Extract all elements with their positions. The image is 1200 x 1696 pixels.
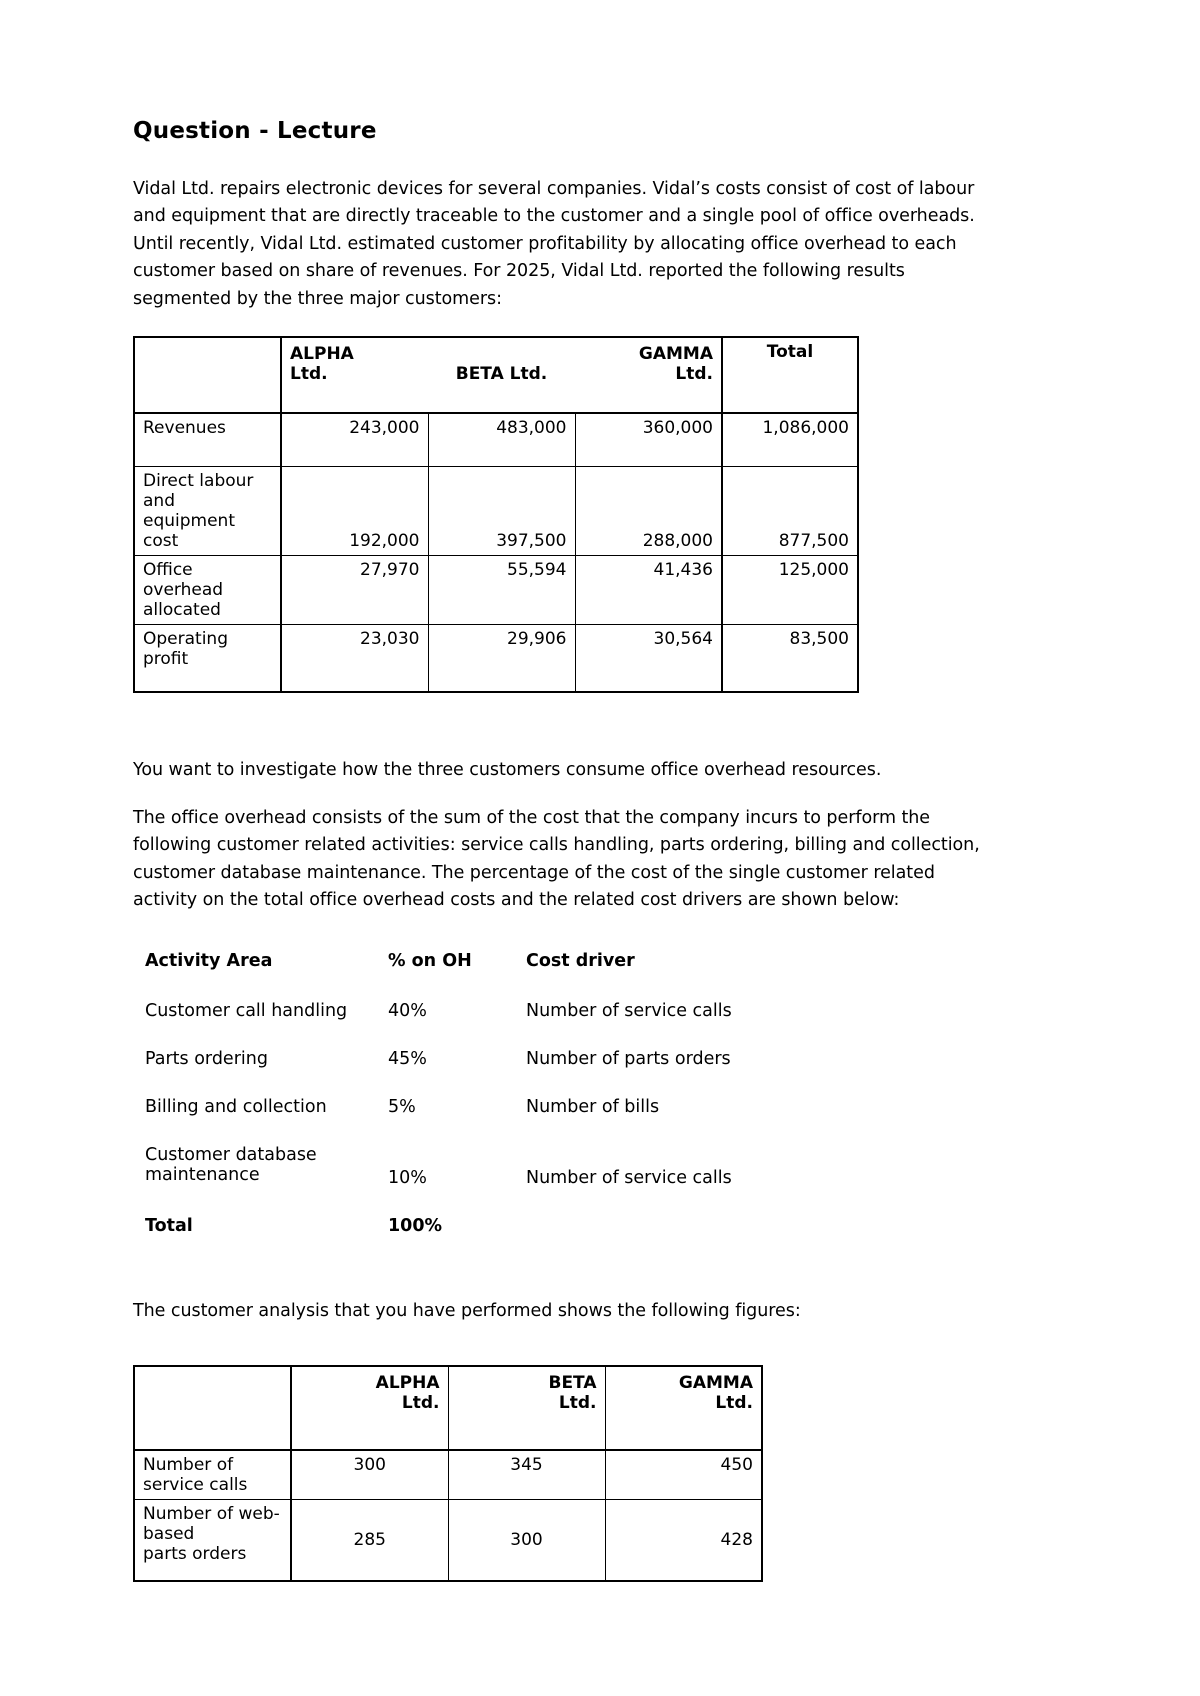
table-header-row: [134, 1366, 762, 1450]
cell-office-overhead-total: 125,000: [722, 556, 858, 625]
activity-name-database-maintenance-line2: maintenance: [145, 1164, 260, 1185]
activity-area-table: [145, 951, 856, 1236]
row-label-parts-orders-line1: Number of web-based: [143, 1504, 280, 1545]
header-alpha-cell: [291, 1366, 448, 1450]
row-label-parts-orders: [134, 1500, 291, 1582]
header-gamma-line1: GAMMA: [678, 1373, 753, 1394]
row-label-parts-orders-line2: parts orders: [143, 1544, 247, 1565]
header-activity-area: Activity Area: [145, 950, 273, 971]
row-label-service-calls: Number of service calls: [134, 1450, 291, 1500]
activity-driver-database-maintenance: Number of service calls: [526, 1167, 732, 1188]
cell-office-overhead-gamma: 41,436: [575, 556, 722, 625]
table-row: [134, 1450, 762, 1500]
row-label-direct-labour-line2: equipment cost: [143, 511, 235, 552]
row-label-direct-labour: [134, 467, 281, 556]
header-beta-line2: Ltd.: [558, 1393, 597, 1414]
table-row: [145, 1001, 856, 1049]
intro-paragraph: Vidal Ltd. repairs electronic devices for several companies. Vidal’s costs consist of cost of labour and equipment that are directly traceable to the customer and a single pool of office overheads. Until recently, Vidal Ltd. estimated customer profitability by allocating office overhead to each customer based on share of revenues. For 2025, Vidal Ltd. reported the following results segmented by the three major customers:: [133, 178, 975, 309]
cell-operating-profit-gamma: 30,564: [575, 625, 722, 693]
table-row: [145, 1097, 856, 1145]
activity-name-database-maintenance-line1: Customer database: [145, 1144, 317, 1165]
table-header-row: [134, 337, 858, 413]
row-label-operating-profit: Operating profit: [134, 625, 281, 693]
cell-service-calls-beta: 345: [448, 1450, 605, 1500]
cell-revenues-beta: 483,000: [428, 413, 575, 467]
activity-pct-database-maintenance: 10%: [388, 1167, 427, 1188]
cell-revenues-alpha: 243,000: [281, 413, 428, 467]
activity-driver-call-handling: Number of service calls: [526, 1000, 732, 1021]
paragraph-analysis: The customer analysis that you have performed shows the following figures:: [133, 1300, 801, 1321]
header-alpha-line2: Ltd.: [290, 364, 328, 385]
header-alpha-line1: ALPHA: [375, 1373, 440, 1394]
header-beta-line1: BETA: [548, 1373, 597, 1394]
activity-total-label: Total: [145, 1215, 193, 1236]
paragraph-overhead: The office overhead consists of the sum of the cost that the company incurs to perform the following customer related activities: service calls handling, parts ordering, billing and collection, customer database maintenance. The percentage of the cost of the single customer related activity on the total office overhead costs and the related cost drivers are shown below:: [133, 807, 980, 911]
page-title: Question - Lecture: [133, 118, 377, 144]
cell-office-overhead-beta: 55,594: [428, 556, 575, 625]
table-row: [134, 467, 858, 556]
cell-direct-labour-total: 877,500: [722, 467, 858, 556]
header-total-cell: Total: [722, 337, 858, 413]
activity-driver-billing-collection: Number of bills: [526, 1096, 660, 1117]
activity-name-billing-collection: Billing and collection: [145, 1096, 327, 1117]
cell-operating-profit-alpha: 23,030: [281, 625, 428, 693]
customer-headers-cell: [281, 337, 722, 413]
customer-analysis-table: [133, 1365, 763, 1582]
header-corner-cell: [134, 337, 281, 413]
activity-total-pct: 100%: [388, 1215, 443, 1236]
cell-direct-labour-beta: 397,500: [428, 467, 575, 556]
activity-pct-billing-collection: 5%: [388, 1096, 416, 1117]
row-label-office-overhead: Office overhead allocated: [134, 556, 281, 625]
cell-service-calls-alpha: 300: [291, 1450, 448, 1500]
header-beta-cell: [448, 1366, 605, 1450]
row-label-revenues: Revenues: [134, 413, 281, 467]
header-pct-on-oh: % on OH: [388, 950, 472, 971]
cell-parts-orders-beta: 300: [448, 1500, 605, 1582]
header-gamma-cell: [605, 1366, 762, 1450]
table-row: [134, 413, 858, 467]
header-gamma-line1: GAMMA: [638, 344, 713, 365]
cell-parts-orders-alpha: 285: [291, 1500, 448, 1582]
table-row: [134, 556, 858, 625]
header-alpha-line1: ALPHA: [290, 344, 354, 365]
table-row: [145, 1049, 856, 1097]
activity-pct-call-handling: 40%: [388, 1000, 427, 1021]
row-label-direct-labour-line1: Direct labour and: [143, 471, 254, 512]
header-corner-cell: [134, 1366, 291, 1450]
cell-operating-profit-total: 83,500: [722, 625, 858, 693]
cell-parts-orders-gamma: 428: [605, 1500, 762, 1582]
table-row: [145, 1145, 856, 1216]
activity-name-call-handling: Customer call handling: [145, 1000, 348, 1021]
segmented-results-table: [133, 336, 859, 693]
activity-name-database-maintenance: [145, 1145, 388, 1216]
spacer-after-activity-table: [133, 1236, 990, 1298]
cell-direct-labour-alpha: 192,000: [281, 467, 428, 556]
cell-service-calls-gamma: 450: [605, 1450, 762, 1500]
activity-header-row: [145, 951, 856, 1001]
cell-revenues-gamma: 360,000: [575, 413, 722, 467]
activity-driver-parts-ordering: Number of parts orders: [526, 1048, 731, 1069]
table-row: [134, 625, 858, 693]
paragraph-investigate: You want to investigate how the three customers consume office overhead resources.: [133, 760, 882, 781]
header-cost-driver: Cost driver: [526, 950, 635, 971]
table-row: [134, 1500, 762, 1582]
activity-name-parts-ordering: Parts ordering: [145, 1048, 268, 1069]
activity-total-row: [145, 1216, 856, 1236]
cell-office-overhead-alpha: 27,970: [281, 556, 428, 625]
activity-total-driver: [526, 1216, 856, 1236]
header-alpha-line2: Ltd.: [401, 1393, 440, 1414]
header-gamma-line2: Ltd.: [675, 364, 713, 385]
spacer-after-results-table: [133, 693, 990, 757]
header-beta-line2: BETA Ltd.: [455, 364, 548, 385]
cell-revenues-total: 1,086,000: [722, 413, 858, 467]
activity-pct-parts-ordering: 45%: [388, 1048, 427, 1069]
cell-operating-profit-beta: 29,906: [428, 625, 575, 693]
cell-direct-labour-gamma: 288,000: [575, 467, 722, 556]
header-gamma-line2: Ltd.: [715, 1393, 753, 1414]
